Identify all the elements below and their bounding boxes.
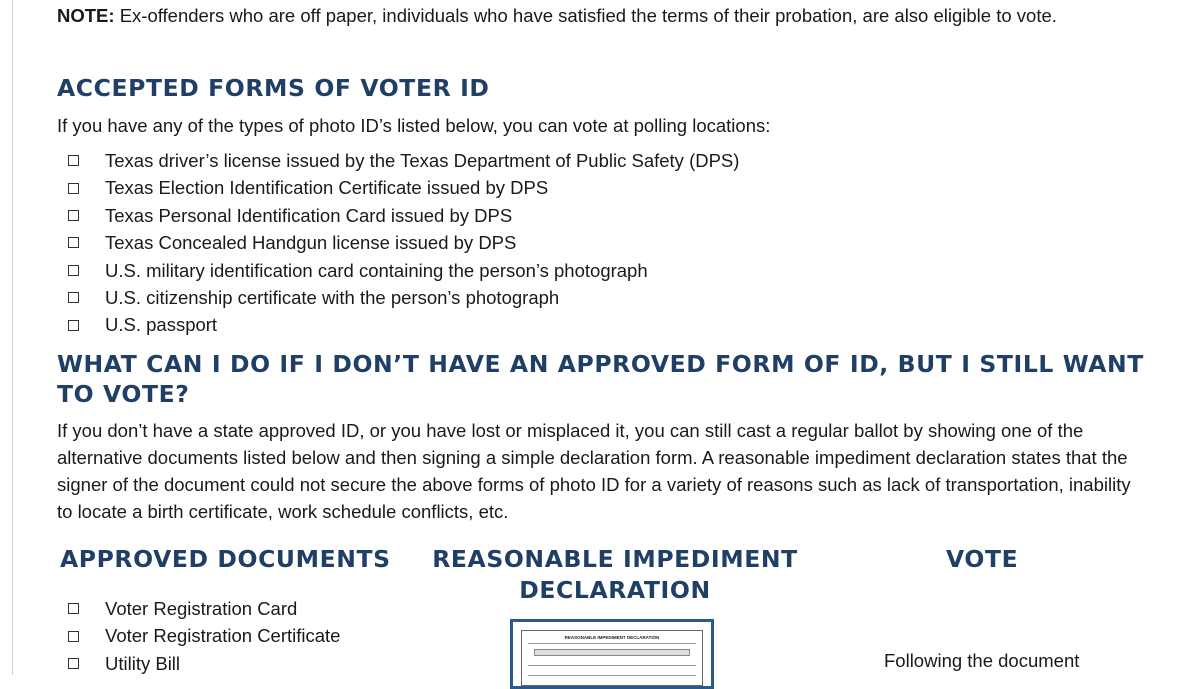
note-paragraph (57, 2, 1147, 29)
voter-id-intro: If you have any of the types of photo ID’s listed below, you can vote at polling locations: (57, 115, 771, 136)
note-label: NOTE: (57, 5, 115, 26)
list-item-text: U.S. military identification card containing the person’s photograph (105, 259, 648, 281)
no-id-body: If you don’t have a state approved ID, or you have lost or misplaced it, you can still cast a regular ballot by showing one of the alternative documents listed below and then signing a simple declaration form. A reasonable impediment declaration states that the signer of the document could not secure the above forms of photo ID for a variety of reasons such as lack of transportation, inability to locate a birth certificate, work schedule conflicts, etc. (57, 420, 1131, 522)
form-rule (528, 643, 696, 644)
checkbox-icon (68, 320, 79, 331)
approved-documents-heading: APPROVED DOCUMENTS (60, 545, 391, 573)
list-item-text: Texas Personal Identification Card issued by DPS (105, 204, 513, 226)
list-item (68, 622, 340, 649)
note-text: Ex-offenders who are off paper, individuals who have satisfied the terms of their probation, are also eligible to vote. (114, 5, 1057, 26)
vote-heading: VOTE (946, 545, 1019, 573)
impediment-heading (430, 544, 800, 606)
checkbox-icon (68, 631, 79, 642)
checkbox-icon (68, 210, 79, 221)
checkbox-icon (68, 603, 79, 614)
list-item-text: U.S. passport (105, 314, 218, 336)
list-item (68, 257, 739, 284)
list-item-text: U.S. citizenship certificate with the person’s photograph (105, 287, 560, 309)
form-rule (528, 665, 696, 666)
list-item-text: Voter Registration Certificate (105, 625, 341, 647)
form-field-bar (534, 649, 690, 656)
list-item (68, 229, 739, 256)
list-item (68, 650, 340, 677)
form-rule (528, 675, 696, 676)
impediment-heading-line1: REASONABLE IMPEDIMENT (432, 545, 798, 573)
list-item (68, 595, 340, 622)
voter-id-list (68, 147, 739, 339)
checkbox-icon (68, 658, 79, 669)
list-item-text: Texas Concealed Handgun license issued by DPS (105, 232, 517, 254)
list-item-text: Voter Registration Card (105, 598, 298, 619)
checkbox-icon (68, 292, 79, 303)
list-item-text: Utility Bill (105, 652, 181, 674)
list-item (68, 202, 739, 229)
voter-id-heading: ACCEPTED FORMS OF VOTER ID (57, 74, 490, 102)
approved-documents-list (68, 595, 340, 677)
list-item (68, 311, 739, 338)
checkbox-icon (68, 265, 79, 276)
list-item (68, 147, 739, 174)
form-title: REASONABLE IMPEDIMENT DECLARATION (564, 635, 660, 640)
checkbox-icon (68, 237, 79, 248)
checkbox-icon (68, 155, 79, 166)
page-edge (12, 0, 13, 675)
form-frame (521, 630, 703, 686)
list-item (68, 284, 739, 311)
list-item-text: Texas Election Identification Certificate issued by DPS (105, 177, 549, 199)
declaration-form-thumbnail (510, 619, 714, 689)
impediment-heading-line2: DECLARATION (519, 576, 711, 604)
list-item (68, 174, 739, 201)
no-id-heading: WHAT CAN I DO IF I DON’T HAVE AN APPROVED FORM OF ID, BUT I STILL WANT TO VOTE? (57, 350, 1144, 408)
vote-text: Following the document (884, 650, 1080, 671)
list-item-text: Texas driver’s license issued by the Texas Department of Public Safety (DPS) (105, 150, 740, 171)
checkbox-icon (68, 183, 79, 194)
